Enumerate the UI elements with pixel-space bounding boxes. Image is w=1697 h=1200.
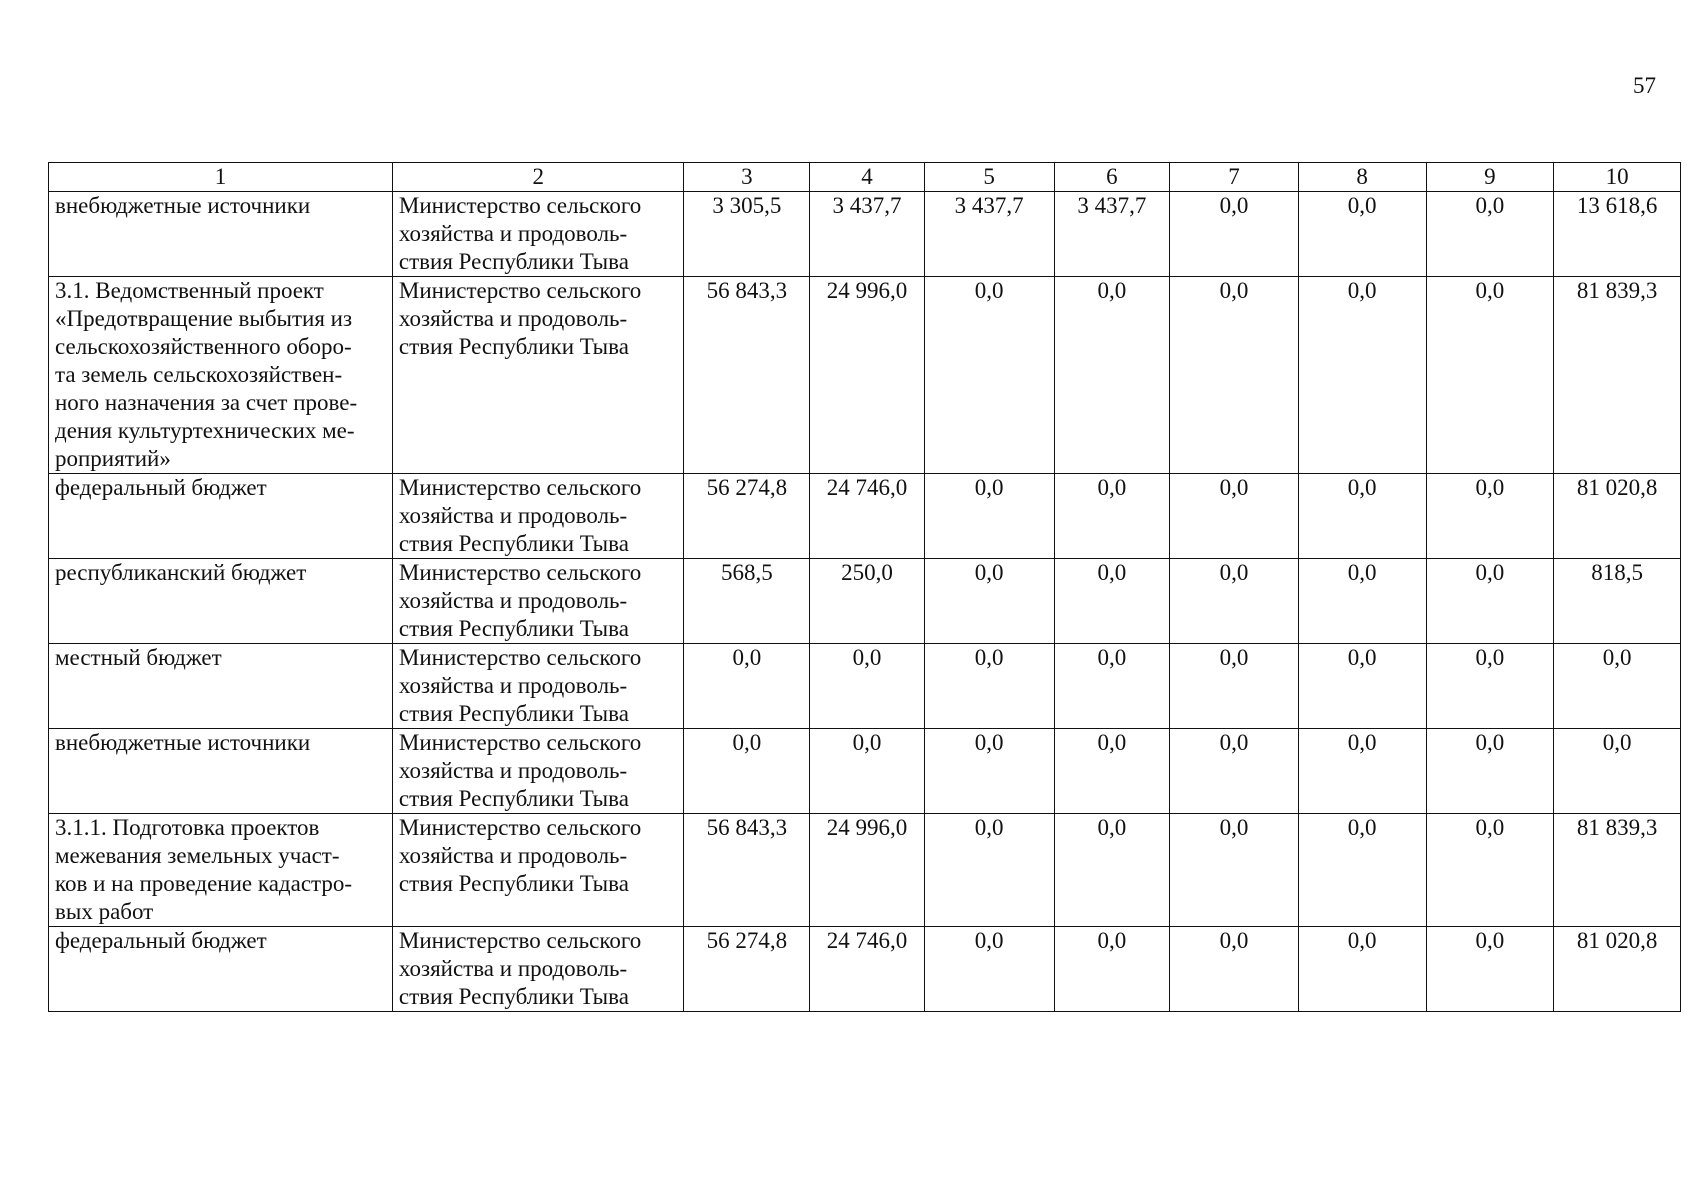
value-cell: 0,0 <box>1426 559 1554 644</box>
column-header: 10 <box>1554 163 1681 192</box>
row-name-cell <box>49 474 393 559</box>
value-cell: 0,0 <box>1054 927 1170 1012</box>
value-cell: 3 437,7 <box>1054 192 1170 277</box>
value-cell: 0,0 <box>1170 277 1299 474</box>
total-cell: 0,0 <box>1554 644 1681 729</box>
row-name: республиканский бюджет <box>55 560 307 585</box>
budget-table <box>48 162 1681 1012</box>
row-name-cell <box>49 192 393 277</box>
row-name: федеральный бюджет <box>55 928 267 953</box>
executor-cell <box>392 559 684 644</box>
value-cell: 0,0 <box>1298 192 1426 277</box>
value-cell: 0,0 <box>1170 474 1299 559</box>
executor-cell <box>392 814 684 927</box>
column-header: 4 <box>810 163 925 192</box>
table-row <box>49 192 1681 277</box>
value-cell: 0,0 <box>924 927 1054 1012</box>
value-cell: 0,0 <box>1426 277 1554 474</box>
row-name: 3.1.1. Подготовка проектов межевания земельных участ- ков и на проведение кадастро- вых работ <box>55 815 353 924</box>
column-number-row <box>49 163 1681 192</box>
value-cell: 0,0 <box>810 644 925 729</box>
value-cell: 0,0 <box>1298 927 1426 1012</box>
value-cell: 0,0 <box>1170 559 1299 644</box>
executor-cell <box>392 474 684 559</box>
value-cell: 0,0 <box>1170 644 1299 729</box>
value-cell: 0,0 <box>1054 729 1170 814</box>
value-cell: 0,0 <box>1054 474 1170 559</box>
value-cell: 0,0 <box>1426 644 1554 729</box>
executor-name: Министерство сельского хозяйства и продоволь- ствия Республики Тыва <box>398 928 642 1009</box>
value-cell: 0,0 <box>1298 277 1426 474</box>
total-cell: 13 618,6 <box>1554 192 1681 277</box>
value-cell: 0,0 <box>1054 644 1170 729</box>
total-cell: 81 020,8 <box>1554 474 1681 559</box>
executor-cell <box>392 927 684 1012</box>
value-cell: 24 996,0 <box>810 277 925 474</box>
row-name-cell <box>49 277 393 474</box>
table-row <box>49 927 1681 1012</box>
executor-name: Министерство сельского хозяйства и продоволь- ствия Республики Тыва <box>398 730 642 811</box>
value-cell: 56 274,8 <box>684 927 810 1012</box>
value-cell: 0,0 <box>1054 277 1170 474</box>
value-cell: 0,0 <box>1054 814 1170 927</box>
value-cell: 0,0 <box>1426 927 1554 1012</box>
value-cell: 250,0 <box>810 559 925 644</box>
row-name-cell <box>49 729 393 814</box>
column-header: 1 <box>49 163 393 192</box>
executor-name: Министерство сельского хозяйства и продоволь- ствия Республики Тыва <box>398 815 642 896</box>
row-name-cell <box>49 644 393 729</box>
value-cell: 56 843,3 <box>684 814 810 927</box>
total-cell: 81 839,3 <box>1554 814 1681 927</box>
value-cell: 56 843,3 <box>684 277 810 474</box>
column-header: 2 <box>392 163 684 192</box>
value-cell: 24 746,0 <box>810 927 925 1012</box>
value-cell: 0,0 <box>924 474 1054 559</box>
value-cell: 24 996,0 <box>810 814 925 927</box>
column-header: 8 <box>1298 163 1426 192</box>
value-cell: 0,0 <box>810 729 925 814</box>
executor-cell <box>392 192 684 277</box>
page-number: 57 <box>1633 73 1656 98</box>
value-cell: 0,0 <box>924 644 1054 729</box>
value-cell: 0,0 <box>1426 474 1554 559</box>
row-name-cell <box>49 927 393 1012</box>
row-name-cell <box>49 559 393 644</box>
total-cell: 0,0 <box>1554 729 1681 814</box>
table-row <box>49 277 1681 474</box>
value-cell: 0,0 <box>1298 729 1426 814</box>
column-header: 6 <box>1054 163 1170 192</box>
executor-name: Министерство сельского хозяйства и продоволь- ствия Республики Тыва <box>398 278 642 359</box>
value-cell: 0,0 <box>1298 814 1426 927</box>
table-row <box>49 559 1681 644</box>
table-row <box>49 644 1681 729</box>
value-cell: 0,0 <box>924 277 1054 474</box>
table-row <box>49 814 1681 927</box>
value-cell: 0,0 <box>1170 814 1299 927</box>
value-cell: 0,0 <box>1298 644 1426 729</box>
value-cell: 0,0 <box>1298 559 1426 644</box>
value-cell: 0,0 <box>924 814 1054 927</box>
row-name: внебюджетные источники <box>55 193 311 218</box>
executor-cell <box>392 644 684 729</box>
value-cell: 0,0 <box>1170 927 1299 1012</box>
value-cell: 0,0 <box>1426 729 1554 814</box>
table-row <box>49 474 1681 559</box>
executor-name: Министерство сельского хозяйства и продоволь- ствия Республики Тыва <box>398 193 642 274</box>
value-cell: 0,0 <box>1426 192 1554 277</box>
column-header: 7 <box>1170 163 1299 192</box>
executor-cell <box>392 729 684 814</box>
executor-name: Министерство сельского хозяйства и продоволь- ствия Республики Тыва <box>398 560 642 641</box>
value-cell: 3 437,7 <box>810 192 925 277</box>
executor-name: Министерство сельского хозяйства и продоволь- ствия Республики Тыва <box>398 475 642 556</box>
value-cell: 0,0 <box>684 729 810 814</box>
value-cell: 0,0 <box>1426 814 1554 927</box>
executor-name: Министерство сельского хозяйства и продоволь- ствия Республики Тыва <box>398 645 642 726</box>
column-header: 3 <box>684 163 810 192</box>
value-cell: 0,0 <box>1170 729 1299 814</box>
total-cell: 818,5 <box>1554 559 1681 644</box>
value-cell: 568,5 <box>684 559 810 644</box>
value-cell: 0,0 <box>924 729 1054 814</box>
executor-cell <box>392 277 684 474</box>
row-name: 3.1. Ведомственный проект «Предотвращение выбытия из сельскохозяйственного оборо- та земель сельскохозяйствен- ного назначения за счет прове- дения культуртехнических ме- роприятий» <box>55 278 358 471</box>
total-cell: 81 839,3 <box>1554 277 1681 474</box>
row-name: местный бюджет <box>55 645 222 670</box>
row-name: внебюджетные источники <box>55 730 311 755</box>
column-header: 5 <box>924 163 1054 192</box>
value-cell: 3 437,7 <box>924 192 1054 277</box>
value-cell: 3 305,5 <box>684 192 810 277</box>
total-cell: 81 020,8 <box>1554 927 1681 1012</box>
value-cell: 0,0 <box>1170 192 1299 277</box>
value-cell: 0,0 <box>684 644 810 729</box>
value-cell: 0,0 <box>1054 559 1170 644</box>
table-row <box>49 729 1681 814</box>
row-name-cell <box>49 814 393 927</box>
value-cell: 0,0 <box>1298 474 1426 559</box>
row-name: федеральный бюджет <box>55 475 267 500</box>
value-cell: 0,0 <box>924 559 1054 644</box>
column-header: 9 <box>1426 163 1554 192</box>
value-cell: 24 746,0 <box>810 474 925 559</box>
value-cell: 56 274,8 <box>684 474 810 559</box>
